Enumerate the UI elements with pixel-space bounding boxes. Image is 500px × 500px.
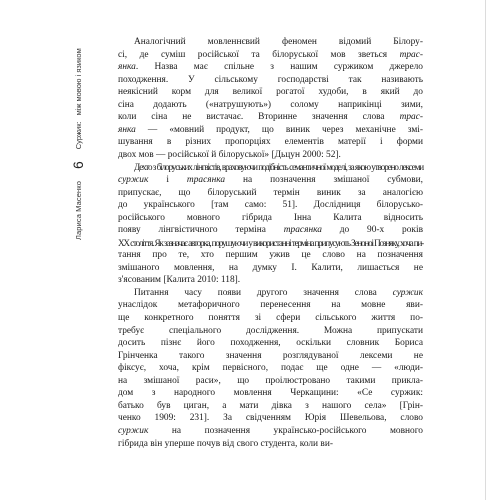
italic-term: трасянка	[283, 225, 322, 236]
text-line: російського мовного гібрида Інна Калита відносить	[118, 212, 423, 223]
italic-term: суржик	[392, 287, 423, 298]
text-line: суржик і трасянка на позначення змішаної субмови,	[118, 175, 423, 186]
italic-term: суржик	[118, 175, 149, 186]
text-line: припускає, що білоруський термін виник за аналогією	[118, 187, 423, 198]
text-line: неякісний корм для великої рогатої худоби, в який до	[118, 87, 423, 98]
text-line: Грінченка такого значення розглядуваної лексеми не	[118, 350, 423, 361]
page-edge-line	[485, 0, 486, 500]
text-line: сі, де суміш російської та білоруської мов зветься трас-	[118, 49, 423, 60]
text-line: походження. У сільському господарстві так називають	[118, 74, 423, 85]
book-title-part2: між мовою і язиком	[73, 48, 83, 116]
text-line: коли сіна не вистачає. Вторинне значення слова трас-	[118, 112, 423, 123]
text-line: з'ясованим [Калита 2010: 118].	[118, 275, 241, 286]
running-head	[70, 48, 86, 240]
text-line: тання про те, хто першим ужив це слово на позначення	[118, 250, 423, 261]
paragraph	[118, 287, 423, 450]
paragraph	[118, 36, 423, 161]
text-line: появу лінгвістичного терміна трасянка до 90-х років	[118, 225, 423, 236]
text-line: гібрида він уперше почув від свого студента, коли ви-	[118, 438, 333, 449]
text-line: янка — «мовний продукт, що виник через механічне змі-	[118, 124, 423, 135]
text-line: фіксує, хоча, крім первісного, подає ще одне — «люди-	[118, 363, 423, 374]
text-line: янка. Назва має спільне з нашим суржиком джерело	[118, 62, 423, 73]
italic-term: трас-	[399, 49, 423, 60]
text-line: сіна додають («натрушують») солому наприкінці зими,	[118, 99, 423, 110]
author-name: Лариса Масенко	[73, 181, 83, 240]
text-line: дом з народного мовлення Черкащини: «Се суржик:	[118, 388, 423, 399]
text-line: Дехто з білоруських лінгвістів, враховуючи подібність семантичної моделі, за якою утворено лексеми	[134, 162, 423, 173]
paragraph	[118, 161, 423, 286]
text-line: на змішаної раси», що проілюстровано такими прикла-	[118, 375, 423, 386]
text-line: шування в різних пропорціях елементів матерії і форми	[118, 137, 423, 148]
text-line: требує спеціального дослідження. Можна припускати	[118, 325, 423, 336]
text-line: Питання часу появи другого значення слова суржик	[134, 287, 423, 298]
text-line: ченко 1909: 231]. За свідченням Юрія Шевельова, слово	[118, 413, 423, 424]
text-line: XX століття. Як зазначає авторка, порушуючи у використанні терміна припусують Зеноноі Позняку, хоча пи-	[118, 237, 423, 248]
italic-term: янка	[118, 124, 136, 135]
italic-term: трасянка	[186, 175, 226, 186]
text-line: досить пізнє його походження, оскільки словник Бориса	[118, 338, 423, 349]
page-number: 6	[70, 161, 86, 170]
book-title-part1: Суржик:	[73, 121, 83, 150]
italic-term: янка	[118, 62, 136, 73]
text-line: Аналогічний мовленнєвий феномен відомий Білору-	[134, 37, 423, 47]
text-line: суржик на позначення українсько-російського мовного	[118, 425, 423, 436]
text-line: батько був циган, а мати дівка з нашого села» [Грін-	[118, 400, 423, 411]
text-line: змішаного мовлення, на думку І. Калити, лишається не	[118, 262, 423, 273]
text-line: двох мов — російської й білоруської» [Дьцун 2000: 52].	[118, 149, 341, 160]
text-line: до українського [там само: 51]. Дослідниця білорусько-	[118, 200, 423, 211]
italic-term: суржик	[118, 425, 149, 436]
body-text	[118, 36, 423, 450]
text-line: унаслідок метафоричного перенесення на мовне яви-	[118, 300, 423, 311]
italic-term: трас-	[399, 112, 423, 123]
text-line: ще конкретного поняття зі сфери сільського життя по-	[118, 313, 423, 324]
